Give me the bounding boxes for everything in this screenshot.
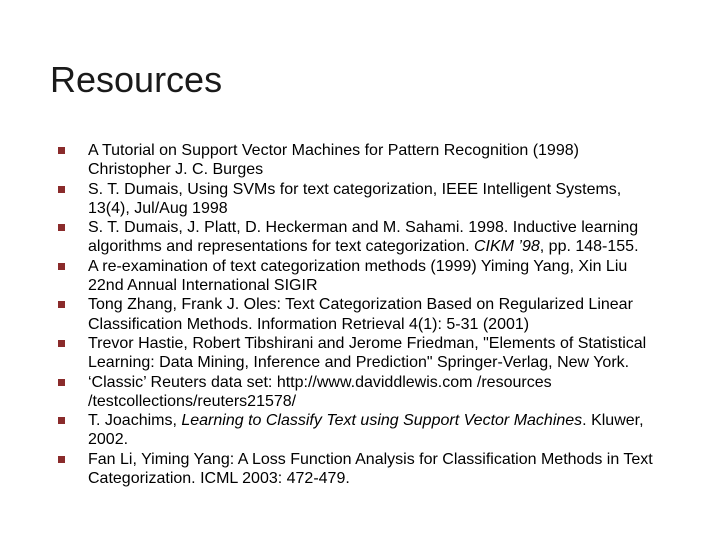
reference-text: . Kluwer, 2002. [88,412,644,449]
reference-text: ‘Classic’ Reuters data set: http://www.daviddlewis.com /resources /testcollections/reuters21578/ [88,373,552,410]
square-bullet-icon [58,379,65,386]
square-bullet-icon [58,301,65,308]
list-item [58,218,658,257]
reference-text: T. Joachims, [88,412,182,430]
reference-text: S. T. Dumais, Using SVMs for text categorization, IEEE Intelligent Systems, 13(4), Jul/Aug 1998 [88,180,622,217]
list-item [58,180,658,219]
reference-text: Trevor Hastie, Robert Tibshirani and Jerome Friedman, "Elements of Statistical Learning: Data Mining, Inference and Prediction" Springer-Verlag, New York. [88,334,647,372]
resource-list [58,141,658,488]
reference-text: Fan Li, Yiming Yang: A Loss Function Analysis for Classification Methods in Text Categorization. ICML 2003: 472-479. [88,450,653,488]
reference-text: A re-examination of text categorization methods (1999) Yiming Yang, Xin Liu 22nd Annual International SIGIR [88,257,628,295]
venue-name: CIKM ’98 [473,238,540,256]
reference-text: S. T. Dumais, J. Platt, D. Heckerman and M. Sahami. 1998. Inductive learning algorithms and representations for text categorization. [88,219,639,256]
list-item [58,295,658,334]
reference-text: A Tutorial on Support Vector Machines for Pattern Recognition (1998) Christopher J. C. Burges [88,142,579,179]
slide-title: Resources [50,59,223,100]
reference-text: , pp. 148-155. [539,238,639,256]
square-bullet-icon [58,340,65,347]
square-bullet-icon [58,186,65,193]
list-item [58,373,658,412]
list-item [58,141,658,180]
square-bullet-icon [58,417,65,424]
square-bullet-icon [58,263,65,270]
list-item [58,334,658,373]
book-title: Learning to Classify Text using Support Vector Machines [181,412,583,430]
list-item [58,257,658,296]
square-bullet-icon [58,147,65,154]
square-bullet-icon [58,456,65,463]
list-item [58,450,658,489]
reference-text: Tong Zhang, Frank J. Oles: Text Categorization Based on Regularized Linear Classification Methods. Information Retrieval 4(1): 5-31 (2001) [88,296,633,333]
square-bullet-icon [58,224,65,231]
list-item [58,411,658,450]
